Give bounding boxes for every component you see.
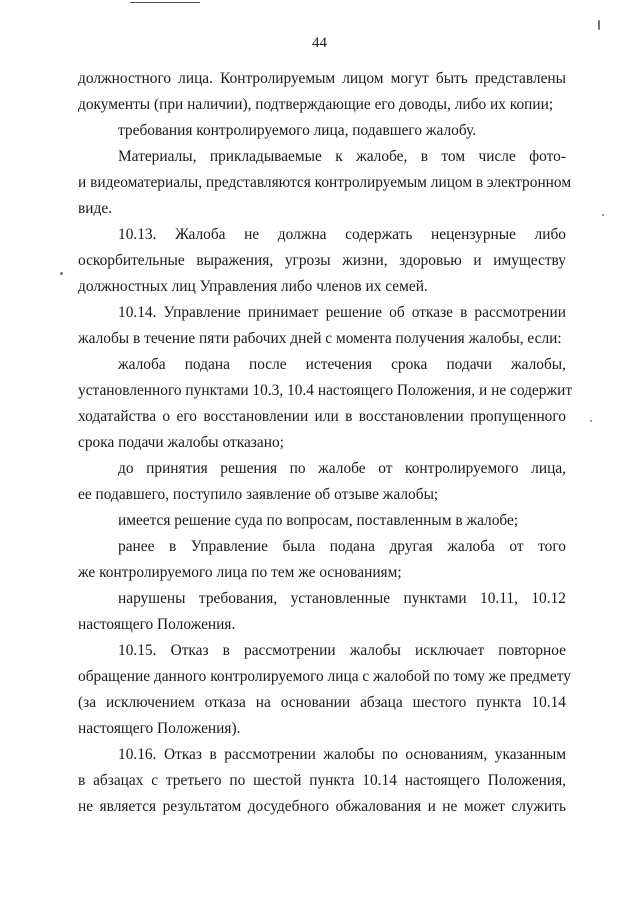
text-line: 10.14. Управление принимает решение об отказе в рассмотрении — [118, 304, 566, 321]
text-line: жалоба подана после истечения срока подачи жалобы, — [118, 356, 566, 373]
top-edge-rule — [130, 2, 200, 3]
text-line: имеется решение суда по вопросам, поставленным в жалобе; — [118, 512, 519, 529]
text-line: в абзацах с третьего по шестой пункта 10.14 настоящего Положения, — [78, 772, 566, 789]
text-line: установленного пунктами 10.3, 10.4 настоящего Положения, и не содержит — [78, 382, 573, 399]
text-line: виде. — [78, 200, 113, 217]
text-line: (за исключением отказа на основании абзаца шестого пункта 10.14 — [78, 694, 566, 711]
text-line: настоящего Положения. — [78, 616, 236, 633]
text-line: ранее в Управление была подана другая жалоба от того — [118, 538, 566, 555]
text-line: срока подачи жалобы отказано; — [78, 434, 284, 451]
text-line: ее подавшего, поступило заявление об отзыве жалобы; — [78, 486, 439, 503]
page-number: 44 — [312, 35, 327, 51]
text-line: 10.13. Жалоба не должна содержать нецензурные либо — [118, 226, 566, 243]
document-body — [78, 66, 573, 820]
text-line: до принятия решения по жалобе от контролируемого лица, — [118, 460, 566, 477]
text-line: же контролируемого лица по тем же основаниям; — [78, 564, 402, 581]
text-line: настоящего Положения). — [78, 720, 241, 737]
scan-speck — [590, 420, 592, 422]
text-line: и видеоматериалы, представляются контролируемым лицом в электронном — [78, 174, 572, 191]
text-line: документы (при наличии), подтверждающие его доводы, либо их копии; — [78, 96, 554, 113]
text-line: должностного лица. Контролируемым лицом могут быть представлены — [78, 70, 566, 87]
text-line: нарушены требования, установленные пунктами 10.11, 10.12 — [118, 590, 566, 607]
text-line: обращение данного контролируемого лица с жалобой по тому же предмету — [78, 668, 571, 685]
text-line: 10.15. Отказ в рассмотрении жалобы исключает повторное — [118, 642, 566, 659]
text-line: Материалы, прикладываемые к жалобе, в том числе фото- — [118, 148, 566, 165]
scan-speck — [60, 272, 63, 275]
text-line: не является результатом досудебного обжалования и не может служить — [78, 798, 566, 815]
text-line: оскорбительные выражения, угрозы жизни, здоровью и имуществу — [78, 252, 566, 269]
scan-speck — [598, 20, 600, 30]
text-line: требования контролируемого лица, подавшего жалобу. — [118, 122, 477, 139]
text-line: должностных лиц Управления либо членов их семей. — [78, 278, 428, 295]
text-line: жалобы в течение пяти рабочих дней с момента получения жалобы, если: — [78, 330, 562, 347]
scan-speck — [602, 214, 604, 216]
text-line: 10.16. Отказ в рассмотрении жалобы по основаниям, указанным — [118, 746, 566, 763]
text-line: ходатайства о его восстановлении или в восстановлении пропущенного — [78, 408, 566, 425]
